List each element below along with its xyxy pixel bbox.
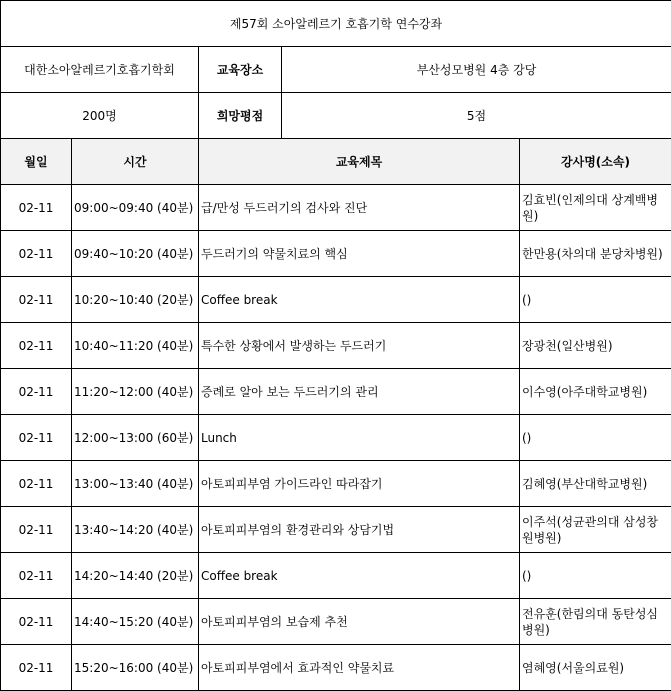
session-subject: 아토피피부염에서 효과적인 약물치료 (199, 645, 520, 691)
table-row (1, 415, 671, 461)
session-time: 10:20~10:40 (20분) (72, 277, 199, 323)
session-date: 02-11 (1, 507, 72, 553)
session-subject: 아토피피부염 가이드라인 따라잡기 (199, 461, 520, 507)
session-date: 02-11 (1, 461, 72, 507)
session-date: 02-11 (1, 185, 72, 231)
session-subject: Lunch (199, 415, 520, 461)
session-time: 09:00~09:40 (40분) (72, 185, 199, 231)
session-subject: 특수한 상황에서 발생하는 두드러기 (199, 323, 520, 369)
session-date: 02-11 (1, 231, 72, 277)
session-time: 10:40~11:20 (40분) (72, 323, 199, 369)
location-value: 부산성모병원 4층 강당 (282, 47, 671, 93)
header-time: 시간 (72, 139, 199, 185)
session-subject: Coffee break (199, 277, 520, 323)
session-date: 02-11 (1, 415, 72, 461)
session-date: 02-11 (1, 323, 72, 369)
session-subject: 아토피피부염의 환경관리와 상담기법 (199, 507, 520, 553)
session-subject: Coffee break (199, 553, 520, 599)
session-time: 13:40~14:20 (40분) (72, 507, 199, 553)
table-row (1, 507, 671, 553)
table-row (1, 277, 671, 323)
session-subject: 증례로 알아 보는 두드러기의 관리 (199, 369, 520, 415)
session-lecturer: 이수영(아주대학교병원) (520, 369, 671, 415)
page-title: 제57회 소아알레르기 호흡기학 연수강좌 (1, 1, 671, 47)
session-date: 02-11 (1, 599, 72, 645)
rating-value: 5점 (282, 93, 671, 139)
table-row (1, 645, 671, 691)
session-lecturer: 김효빈(인제의대 상계백병원) (520, 185, 671, 231)
session-time: 14:40~15:20 (40분) (72, 599, 199, 645)
table-row (1, 553, 671, 599)
capacity: 200명 (1, 93, 199, 139)
session-lecturer: 한만용(차의대 분당차병원) (520, 231, 671, 277)
session-lecturer: 장광천(일산병원) (520, 323, 671, 369)
session-time: 15:20~16:00 (40분) (72, 645, 199, 691)
table-row (1, 599, 671, 645)
session-time: 13:00~13:40 (40분) (72, 461, 199, 507)
session-lecturer: 염혜영(서울의료원) (520, 645, 671, 691)
session-lecturer: 이주석(성균관의대 삼성창원병원) (520, 507, 671, 553)
session-lecturer: 전유훈(한림의대 동탄성심병원) (520, 599, 671, 645)
session-subject: 두드러기의 약물치료의 핵심 (199, 231, 520, 277)
session-date: 02-11 (1, 369, 72, 415)
session-lecturer: () (520, 277, 671, 323)
table-row (1, 369, 671, 415)
table-row (1, 461, 671, 507)
header-subject: 교육제목 (199, 139, 520, 185)
session-date: 02-11 (1, 553, 72, 599)
table-row (1, 185, 671, 231)
session-time: 14:20~14:40 (20분) (72, 553, 199, 599)
session-list (1, 185, 671, 691)
table-row (1, 231, 671, 277)
session-time: 12:00~13:00 (60분) (72, 415, 199, 461)
session-lecturer: () (520, 415, 671, 461)
session-lecturer: () (520, 553, 671, 599)
session-time: 09:40~10:20 (40분) (72, 231, 199, 277)
session-date: 02-11 (1, 277, 72, 323)
session-subject: 아토피피부염의 보습제 추천 (199, 599, 520, 645)
session-time: 11:20~12:00 (40분) (72, 369, 199, 415)
session-lecturer: 김혜영(부산대학교병원) (520, 461, 671, 507)
session-date: 02-11 (1, 645, 72, 691)
header-lecturer: 강사명(소속) (520, 139, 671, 185)
organizer: 대한소아알레르기호흡기학회 (1, 47, 199, 93)
rating-label: 희망평점 (199, 93, 282, 139)
header-date: 월일 (1, 139, 72, 185)
table-row (1, 323, 671, 369)
location-label: 교육장소 (199, 47, 282, 93)
session-subject: 급/만성 두드러기의 검사와 진단 (199, 185, 520, 231)
